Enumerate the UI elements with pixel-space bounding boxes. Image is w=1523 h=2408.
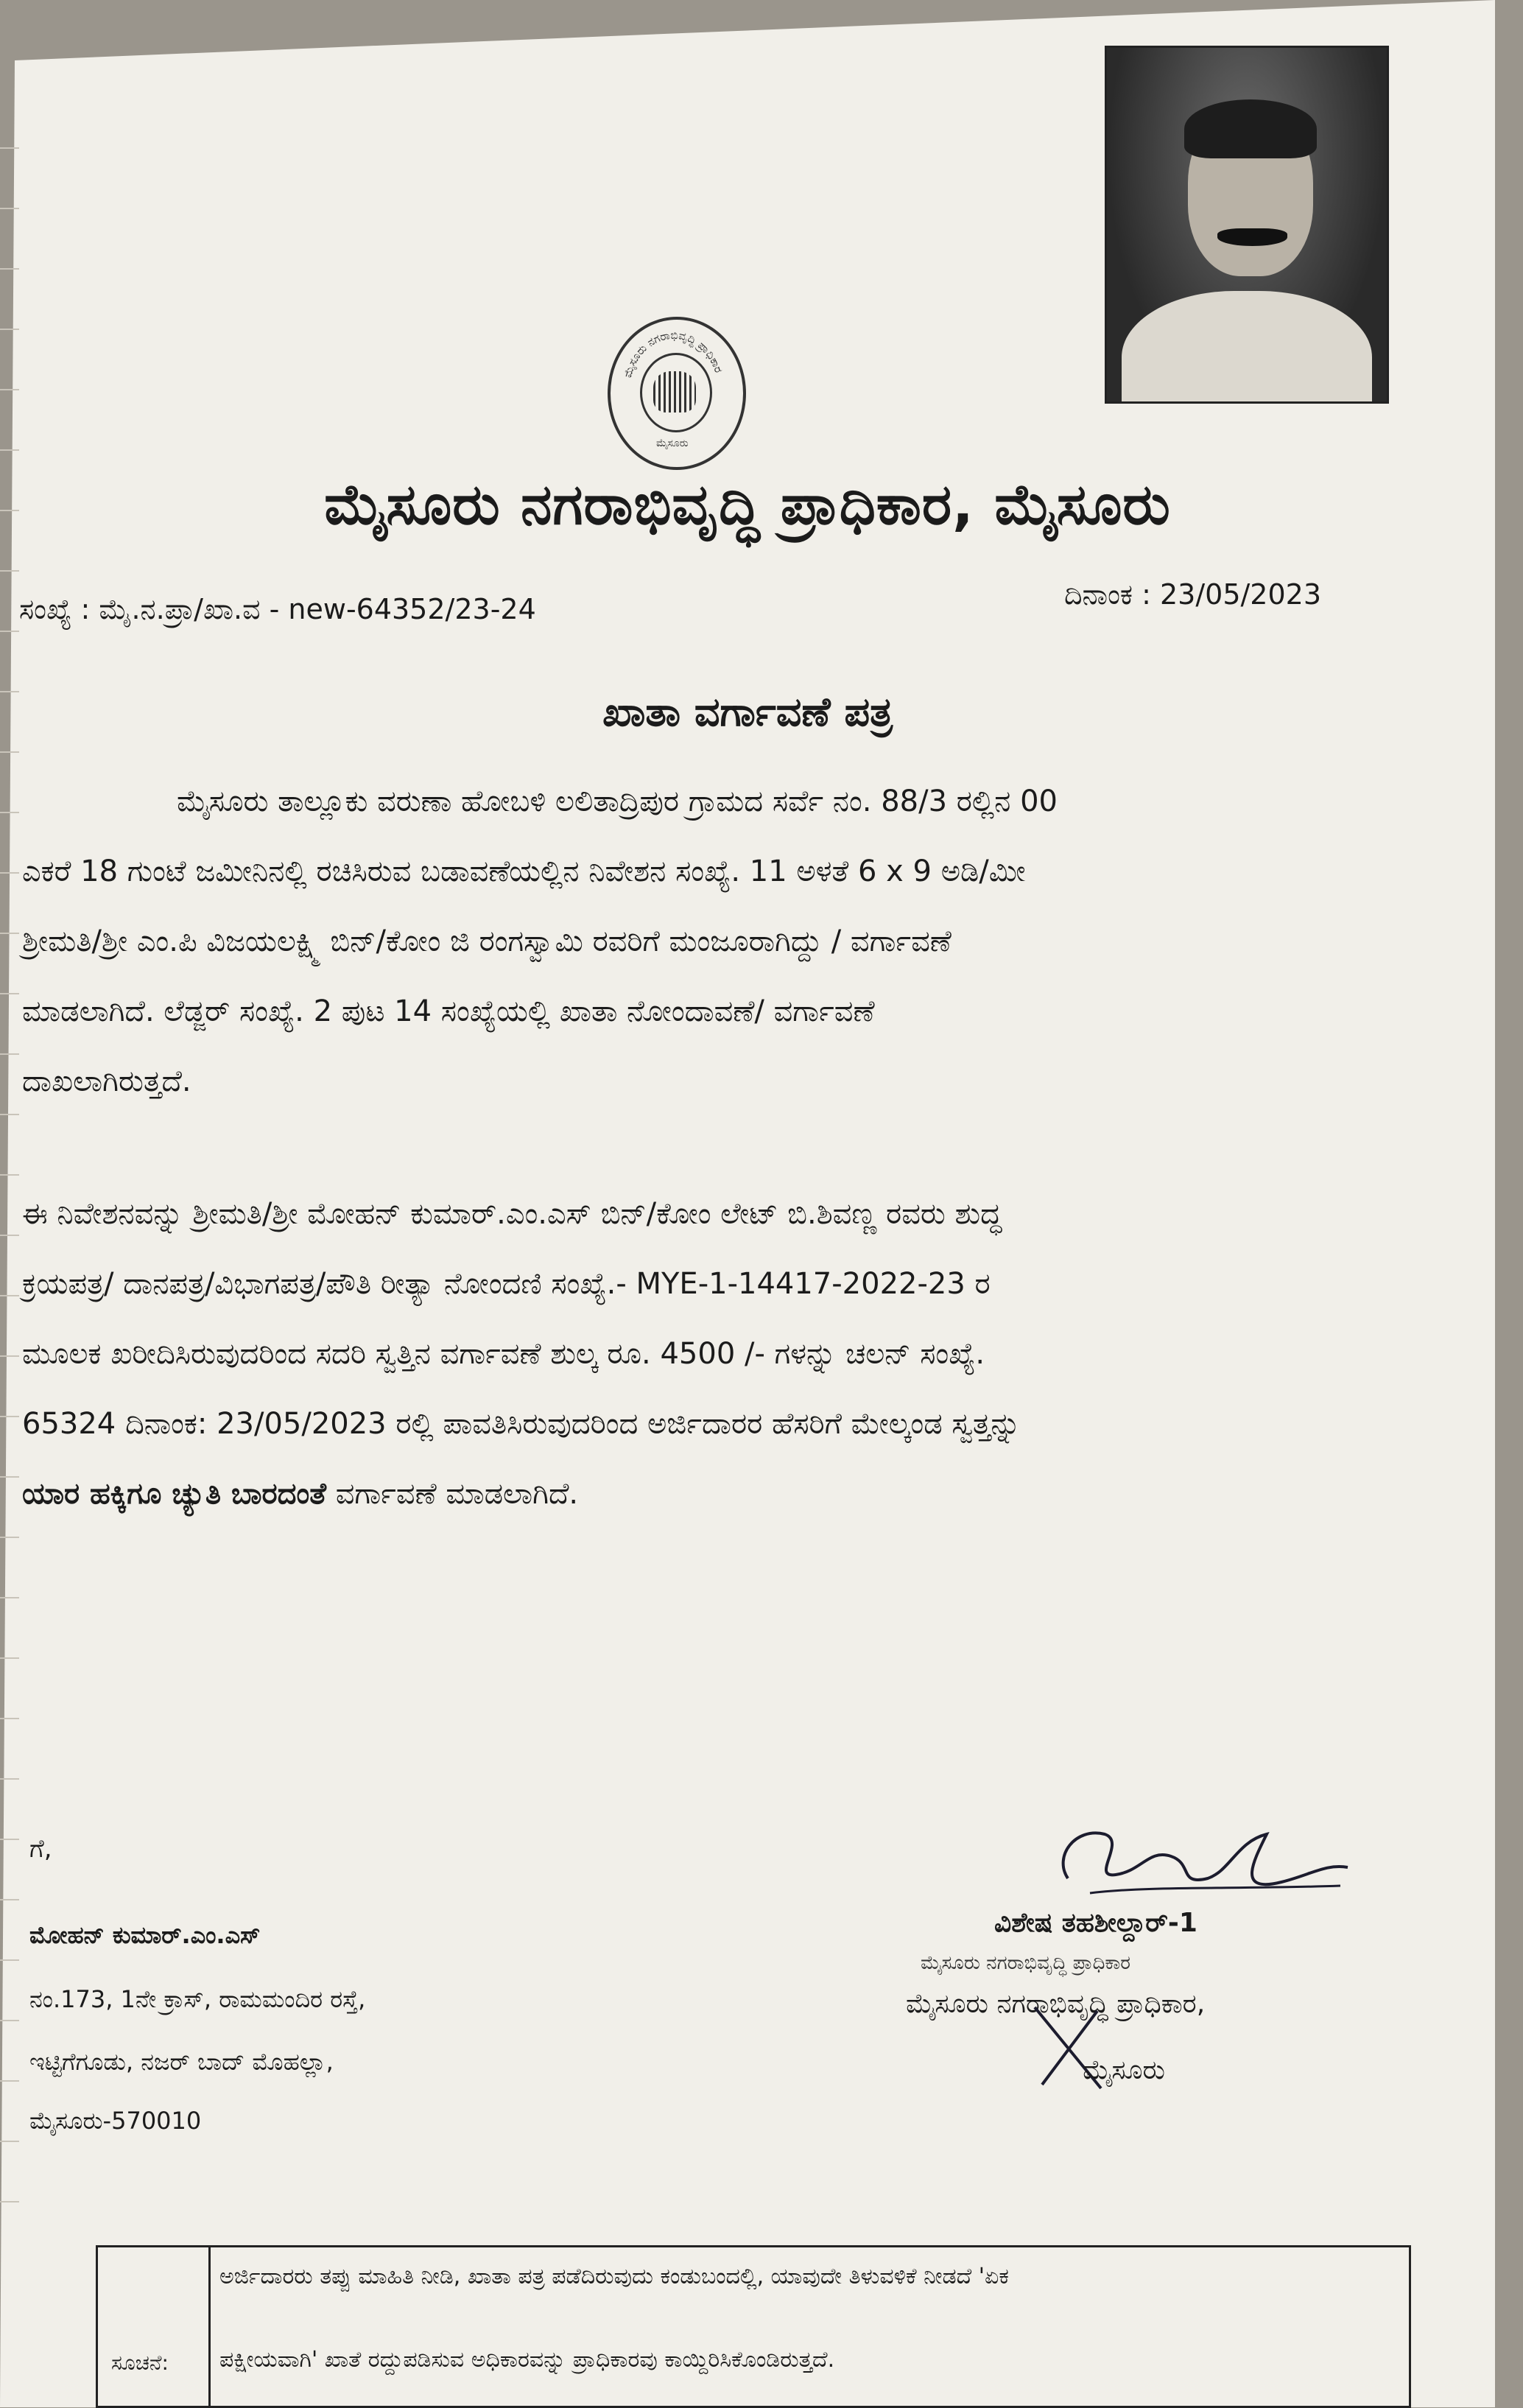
recipient-address-line: ನಂ.173, 1ನೇ ಕ್ರಾಸ್, ರಾಮಮಂದಿರ ರಸ್ತೆ, <box>29 1985 366 2013</box>
paragraph-line: ಈ ನಿವೇಶನವನ್ನು ಶ್ರೀಮತಿ/ಶ್ರೀ ಮೋಹನ್ ಕುಮಾರ್.ಎಂ.ಎಸ್ ಬಿನ್/ಕೋಂ ಲೇಟ್ ಬಿ.ಶಿವಣ್ಣ ರವರು ಶುದ್ಧ <box>22 1197 1002 1231</box>
signatory-stamp-line: ಮೈಸೂರು ನಗರಾಭಿವೃದ್ಧಿ ಪ್ರಾಧಿಕಾರ <box>921 1952 1131 1974</box>
paragraph-transfer <box>22 1197 1421 1543</box>
signatory-city: ಮೈಸೂರು <box>1083 2055 1165 2085</box>
applicant-photo <box>1105 46 1389 404</box>
authority-seal-icon <box>608 317 746 470</box>
emphasis-text: ಯಾರ ಹಕ್ಕಿಗೂ ಚ್ಯುತಿ ಬಾರದಂತೆ <box>22 1477 327 1511</box>
signatory-block <box>891 1812 1466 2121</box>
notice-text: ಅರ್ಜಿದಾರರು ತಪ್ಪು ಮಾಹಿತಿ ನೀಡಿ, ಖಾತಾ ಪತ್ರ ಪಡೆದಿರುವುದು ಕಂಡುಬಂದಲ್ಲಿ, ಯಾವುದೇ ತಿಳುವಳಿಕೆ ನೀಡದೆ 'ಏಕ <box>219 2264 1009 2289</box>
paragraph-line: ದಾಖಲಾಗಿರುತ್ತದೆ. <box>22 1064 191 1098</box>
paragraph-line: ಶ್ರೀಮತಿ/ಶ್ರೀ ಎಂ.ಪಿ ವಿಜಯಲಕ್ಷ್ಮಿ ಬಿನ್/ಕೋಂ ಜಿ ರಂಗಸ್ವಾಮಿ ರವರಿಗೆ ಮಂಜೂರಾಗಿದ್ದು / ವರ್ಗಾವಣೆ <box>22 924 952 958</box>
gandaberunda-icon <box>653 371 696 413</box>
signatory-office: ಮೈಸೂರು ನಗರಾಭಿವೃದ್ಧಿ ಪ್ರಾಧಿಕಾರ, <box>906 1989 1206 2019</box>
reference-number: ಸಂಖ್ಯೆ : ಮೈ.ನ.ಪ್ರಾ/ಖಾ.ವ - new-64352/23-24 <box>19 593 536 625</box>
paragraph-line <box>22 1477 578 1511</box>
paragraph-text: ವರ್ಗಾವಣೆ ಮಾಡಲಾಗಿದೆ. <box>326 1477 579 1511</box>
issue-date: ದಿನಾಂಕ : 23/05/2023 <box>1064 578 1322 611</box>
notice-label: ಸೂಚನೆ: <box>111 2351 169 2375</box>
photo-shirt <box>1122 291 1372 404</box>
notice-text: ಪಕ್ಷೀಯವಾಗಿ' ಖಾತೆ ರದ್ದುಪಡಿಸುವ ಅಧಿಕಾರವನ್ನು ಪ್ರಾಧಿಕಾರವು ಕಾಯ್ದಿರಿಸಿಕೊಂಡಿರುತ್ತದೆ. <box>219 2347 835 2373</box>
notice-box <box>96 2245 1411 2408</box>
paragraph-line: ಕ್ರಯಪತ್ರ/ ದಾನಪತ್ರ/ವಿಭಾಗಪತ್ರ/ಪೌತಿ ರೀತ್ಯಾ ನೋಂದಣಿ ಸಂಖ್ಯೆ.- MYE-1-14417-2022-23 ರ <box>22 1267 991 1301</box>
seal-text-bottom: ಮೈಸೂರು <box>656 438 689 449</box>
paragraph-line: ಮೈಸೂರು ತಾಲ್ಲೂಕು ವರುಣಾ ಹೋಬಳಿ ಲಲಿತಾದ್ರಿಪುರ ಗ್ರಾಮದ ಸರ್ವೆ ನಂ. 88/3 ರಲ್ಲಿನ 00 <box>177 784 1058 818</box>
photo-hair <box>1184 99 1317 158</box>
page-title: ಮೈಸೂರು ನಗರಾಭಿವೃದ್ಧಿ ಪ್ರಾಧಿಕಾರ, ಮೈಸೂರು <box>324 471 1171 537</box>
document-subtitle: ಖಾತಾ ವರ್ಗಾವಣೆ ಪತ್ರ <box>602 689 893 735</box>
paragraph-line: ಮಾಡಲಾಗಿದೆ. ಲೆಡ್ಜರ್ ಸಂಖ್ಯೆ. 2 ಪುಟ 14 ಸಂಖ್ಯೆಯಲ್ಲಿ ಖಾತಾ ನೋಂದಾವಣೆ/ ವರ್ಗಾವಣೆ <box>22 994 875 1028</box>
recipient-address-line: ಮೈಸೂರು-570010 <box>29 2107 202 2135</box>
photo-moustache <box>1217 228 1287 246</box>
paragraph-line: 65324 ದಿನಾಂಕ: 23/05/2023 ರಲ್ಲಿ ಪಾವತಿಸಿರುವುದರಿಂದ ಅರ್ಜಿದಾರರ ಹೆಸರಿಗೆ ಮೇಲ್ಕಂಡ ಸ್ವತ್ತನ್ನು <box>22 1407 1021 1441</box>
seal-text-top: ಮೈಸೂರು ನಗರಾಭಿವೃದ್ಧಿ ಪ್ರಾಧಿಕಾರ <box>620 328 725 379</box>
paragraph-line: ಎಕರೆ 18 ಗುಂಟೆ ಜಮೀನಿನಲ್ಲಿ ರಚಿಸಿರುವ ಬಡಾವಣೆಯಲ್ಲಿನ ನಿವೇಶನ ಸಂಖ್ಯೆ. 11 ಅಳತೆ 6 x 9 ಅಡಿ/ಮೀ <box>22 854 1026 888</box>
recipient-name: ಮೋಹನ್ ಕುಮಾರ್.ಎಂ.ಎಸ್ <box>29 1921 261 1949</box>
paragraph-allotment <box>22 784 1421 1131</box>
paragraph-line: ಮೂಲಕ ಖರೀದಿಸಿರುವುದರಿಂದ ಸದರಿ ಸ್ವತ್ತಿನ ವರ್ಗಾವಣೆ ಶುಲ್ಕ ರೂ. 4500 /- ಗಳನ್ನು ಚಲನ್ ಸಂಖ್ಯೆ. <box>22 1337 985 1371</box>
recipient-to: ಗೆ, <box>29 1834 52 1864</box>
binder-edge <box>0 147 19 2210</box>
notice-label-cell <box>98 2247 211 2406</box>
signature-icon <box>1046 1812 1355 1915</box>
signatory-designation: ವಿಶೇಷ ತಹಶೀಲ್ದಾರ್-1 <box>994 1908 1197 1938</box>
recipient-address-line: ಇಟ್ಟಿಗೆಗೂಡು, ನಜರ್ ಬಾದ್ ಮೊಹಲ್ಲಾ, <box>29 2048 334 2076</box>
